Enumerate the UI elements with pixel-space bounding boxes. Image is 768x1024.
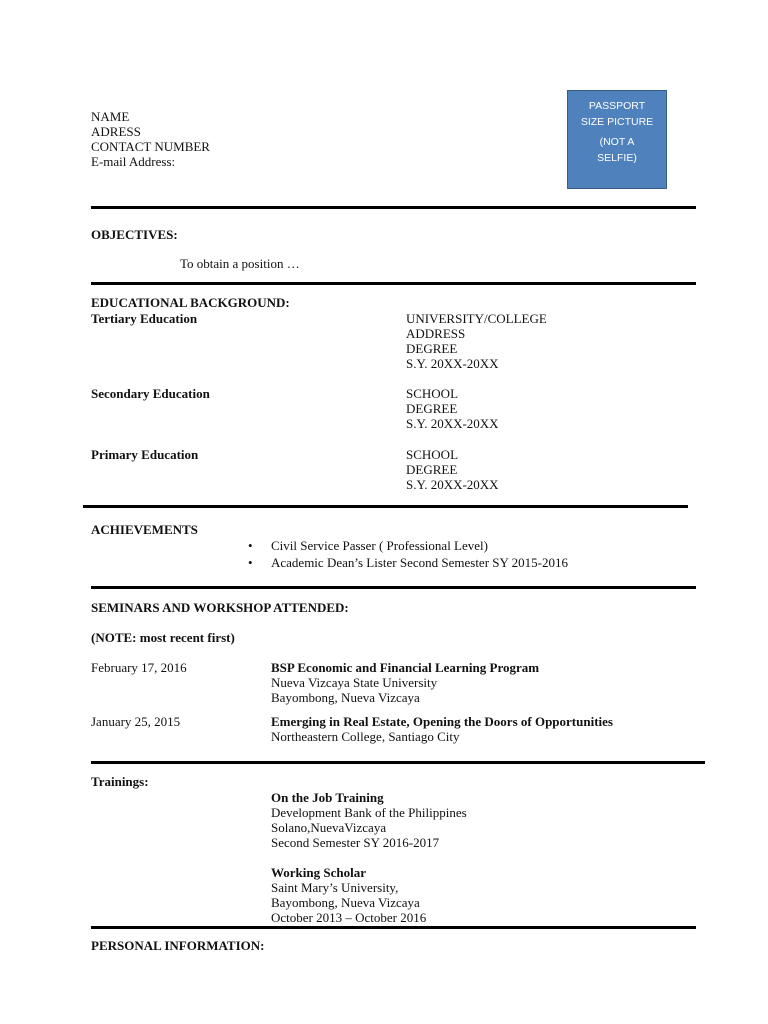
tertiary-line: DEGREE [406, 341, 458, 356]
training-line: October 2013 – October 2016 [271, 910, 427, 925]
seminar-entry [271, 714, 613, 744]
tertiary-line: ADDRESS [406, 326, 466, 341]
seminar-line: Nueva Vizcaya State University [271, 675, 438, 690]
photo-text-line-2: SIZE PICTURE [580, 116, 654, 128]
achievement-text: Civil Service Passer ( Professional Level) [271, 538, 488, 553]
education-heading: EDUCATIONAL BACKGROUND: [91, 295, 290, 310]
training-line: Development Bank of the Philippines [271, 805, 467, 820]
training-line: Bayombong, Nueva Vizcaya [271, 895, 420, 910]
primary-line: DEGREE [406, 462, 458, 477]
primary-line: S.Y. 20XX-20XX [406, 477, 499, 492]
seminar-entry [271, 660, 539, 705]
seminars-heading: SEMINARS AND WORKSHOP ATTENDED: [91, 600, 349, 615]
achievement-item [248, 555, 568, 570]
achievement-text: Academic Dean’s Lister Second Semester SY 2015-2016 [271, 555, 569, 570]
primary-line: SCHOOL [406, 447, 459, 462]
secondary-label: Secondary Education [91, 386, 210, 401]
training-entry [271, 790, 467, 850]
seminar-date: January 25, 2015 [91, 714, 181, 729]
secondary-details [406, 386, 499, 431]
tertiary-label: Tertiary Education [91, 311, 198, 326]
training-line: Second Semester SY 2016-2017 [271, 835, 440, 850]
photo-text-line-3: (NOT A [599, 136, 635, 148]
achievements-heading: ACHIEVEMENTS [91, 522, 198, 537]
secondary-line: SCHOOL [406, 386, 459, 401]
seminar-title: Emerging in Real Estate, Opening the Doors of Opportunities [271, 714, 613, 729]
divider-2 [91, 282, 696, 285]
seminars-note: (NOTE: most recent first) [91, 630, 235, 645]
passport-photo-placeholder [567, 90, 667, 189]
primary-details [406, 447, 499, 492]
secondary-line: DEGREE [406, 401, 458, 416]
divider-5 [91, 761, 705, 764]
contact-number-line: CONTACT NUMBER [91, 139, 210, 154]
achievement-item [248, 538, 488, 553]
photo-text-line-4: SELFIE) [597, 152, 637, 164]
secondary-line: S.Y. 20XX-20XX [406, 416, 499, 431]
seminar-title: BSP Economic and Financial Learning Program [271, 660, 540, 675]
objectives-text: To obtain a position … [180, 256, 300, 271]
trainings-heading: Trainings: [91, 774, 149, 789]
divider-6 [91, 926, 696, 929]
address-line: ADRESS [91, 124, 141, 139]
training-line: Solano,NuevaVizcaya [271, 820, 387, 835]
tertiary-line: UNIVERSITY/COLLEGE [406, 311, 547, 326]
seminar-line: Bayombong, Nueva Vizcaya [271, 690, 420, 705]
training-title: Working Scholar [271, 865, 366, 880]
photo-text-line-1: PASSPORT [588, 100, 646, 112]
divider-4 [91, 586, 696, 589]
contact-block [91, 109, 210, 169]
objectives-heading: OBJECTIVES: [91, 227, 178, 242]
divider-1 [91, 206, 696, 209]
training-title: On the Job Training [271, 790, 384, 805]
email-line: E-mail Address: [91, 154, 176, 169]
divider-3 [83, 505, 688, 508]
tertiary-details [406, 311, 547, 371]
name-line: NAME [91, 109, 130, 124]
seminar-date: February 17, 2016 [91, 660, 187, 675]
personal-heading: PERSONAL INFORMATION: [91, 938, 265, 953]
training-entry [271, 865, 426, 925]
seminar-line: Northeastern College, Santiago City [271, 729, 460, 744]
tertiary-line: S.Y. 20XX-20XX [406, 356, 499, 371]
training-line: Saint Mary’s University, [271, 880, 399, 895]
primary-label: Primary Education [91, 447, 199, 462]
